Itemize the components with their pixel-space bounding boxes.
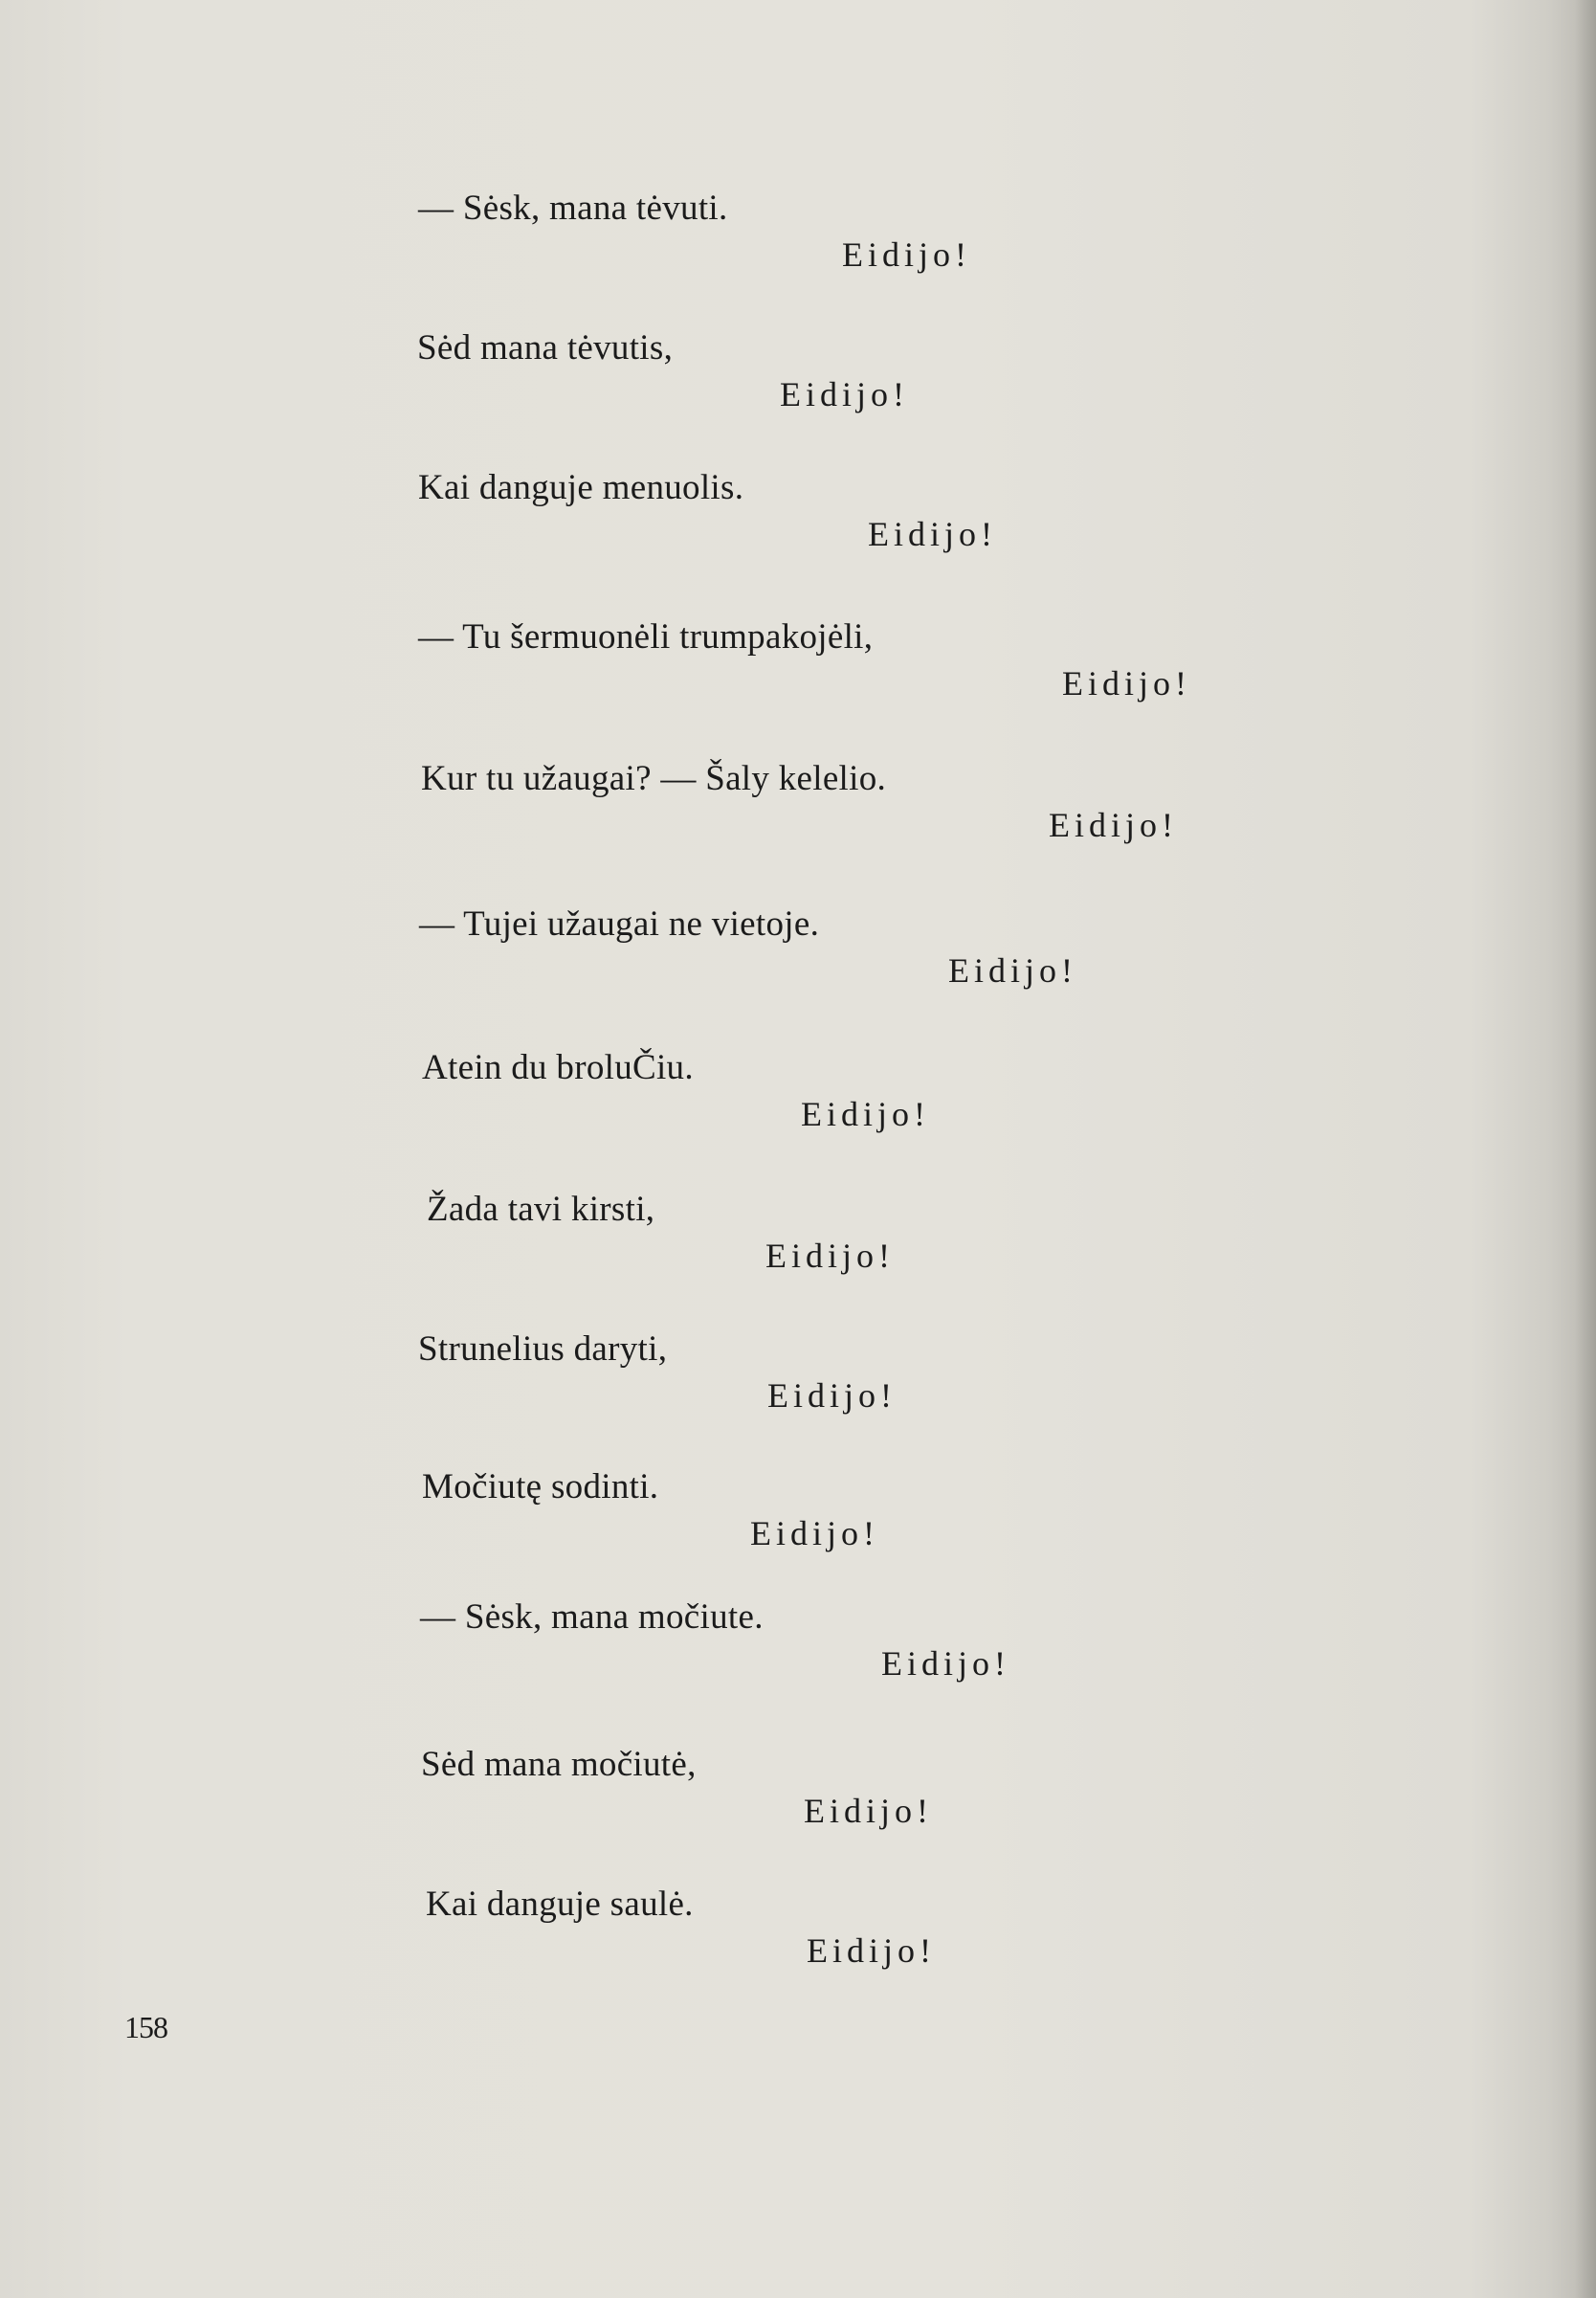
verse-line: Sėd mana tėvutis, — [417, 328, 674, 368]
refrain: Eidijo! — [948, 951, 1077, 990]
verse-line: — Sėsk, mana tėvuti. — [418, 189, 728, 228]
refrain: Eidijo! — [767, 1376, 897, 1415]
verse-line: Strunelius daryti, — [418, 1329, 668, 1369]
stanza — [0, 758, 1596, 892]
stanza — [0, 188, 1596, 322]
stanza — [0, 1884, 1596, 2018]
page-number: 158 — [124, 2010, 167, 2044]
stanza — [0, 1189, 1596, 1323]
verse-line: — Tu šermuonėli trumpakojėli, — [418, 617, 874, 657]
refrain: Eidijo! — [801, 1095, 930, 1133]
refrain: Eidijo! — [765, 1237, 895, 1275]
stanza — [0, 1596, 1596, 1730]
stanza — [0, 1047, 1596, 1181]
verse-line: Kai danguje saulė. — [426, 1885, 694, 1924]
verse-line: Kur tu užaugai? — Šaly kelelio. — [421, 759, 887, 798]
refrain: Eidijo! — [807, 1931, 936, 1970]
stanza — [0, 1466, 1596, 1600]
stanza — [0, 327, 1596, 461]
refrain: Eidijo! — [1062, 664, 1191, 703]
verse-line: Kai danguje menuolis. — [418, 468, 744, 507]
verse-line: — Tujei užaugai ne vietoje. — [419, 904, 820, 944]
verse-line: Žada tavi kirsti, — [427, 1190, 655, 1229]
stanza — [0, 616, 1596, 750]
stanza — [0, 1328, 1596, 1462]
stanza — [0, 467, 1596, 601]
stanza — [0, 1744, 1596, 1878]
refrain: Eidijo! — [804, 1792, 933, 1830]
verse-line: — Sėsk, mana močiute. — [420, 1597, 764, 1637]
refrain: Eidijo! — [750, 1514, 879, 1552]
refrain: Eidijo! — [1049, 806, 1178, 844]
verse-line: Močiutę sodinti. — [422, 1467, 659, 1506]
stanza — [0, 904, 1596, 1037]
verse-line: Sėd mana močiutė, — [421, 1745, 697, 1784]
refrain: Eidijo! — [868, 515, 997, 553]
refrain: Eidijo! — [881, 1644, 1010, 1683]
refrain: Eidijo! — [780, 375, 909, 413]
verse-line: Atein du broluČiu. — [422, 1048, 694, 1087]
refrain: Eidijo! — [842, 235, 971, 274]
